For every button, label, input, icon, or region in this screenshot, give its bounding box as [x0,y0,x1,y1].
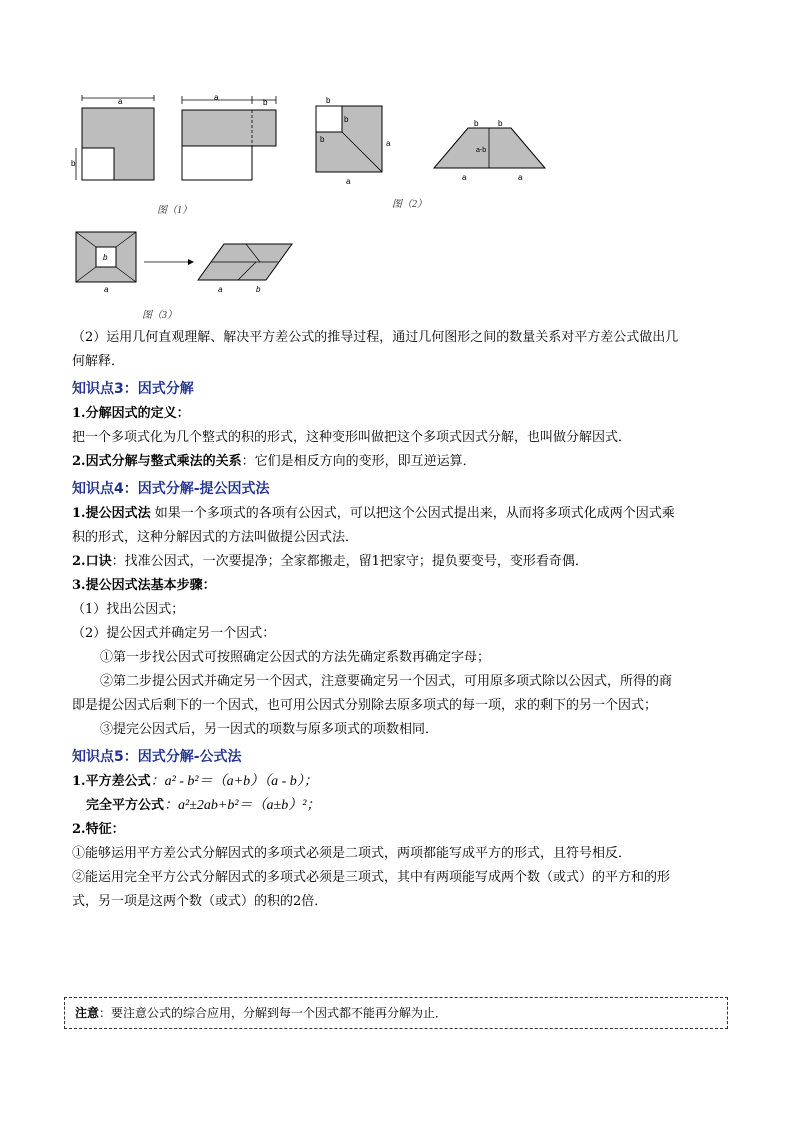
kp5-sq-formula: ：a² - b²＝（a+b）（a - b）； [150,774,318,789]
main-content [72,326,732,914]
kp4-method-text-1: 如果一个多项式的各项有公因式，可以把这个公因式提出来，从而将多项式化成两个因式乘 [150,506,675,521]
kp4-step-2: （2）提公因式并确定另一个因式： [72,626,276,641]
kp4-method-text-2: 积的形式，这种分解因式的方法叫做提公因式法． [72,530,359,545]
kp4-heading: 知识点4：因式分解-提公因式法 [72,481,270,497]
kp4-rhyme-title: 2.口诀 [72,554,112,569]
kp4-substep-2a: ②第二步提公因式并确定另一个因式，注意要确定另一个因式，可用原多项式除以公因式，所得的商 [100,674,673,689]
fig2-label-b-inner: b [344,115,349,124]
fig1-label-a: a [118,97,123,106]
fig2-label-a-bottom: a [346,177,351,186]
kp4-rhyme-text: ：找准公因式，一次要提净；全家都搬走，留1把家守；提负要变号，变形看奇偶． [111,554,588,569]
note-text: ：要注意公式的综合应用，分解到每一个因式都不能再分解为止． [99,1006,448,1020]
kp5-feature-2a: ②能运用完全平方公式分解因式的多项式必须是三项式，其中有两项能写成两个数（或式）的平方和的形 [72,870,671,885]
fig2-label-a-right: a [386,139,391,148]
kp5-pf-formula: ：a²±2ab+b²＝（a±b）²； [164,798,321,813]
kp5-heading: 知识点5：因式分解-公式法 [72,749,242,765]
kp5-sq-title: 1.平方差公式 [72,774,151,789]
kp5-feature-1: ①能够运用平方差公式分解因式的多项式必须是二项式，两项都能写成平方的形式，且符号相反． [72,846,632,861]
fig3-label-a-left: a [104,285,109,294]
kp3-def-text: 把一个多项式化为几个整式的积的形式，这种变形叫做把这个多项式因式分解，也叫做分解因式． [72,430,632,445]
kp4-substep-1: ①第一步找公因式可按照确定公因式的方法先确定系数再确定字母； [100,650,491,665]
fig3-label-b: b [256,285,261,294]
figure-1-caption: 图（1） [157,205,192,216]
figure-1-diagram [70,92,310,188]
kp4-steps-title: 3.提公因式法基本步骤： [72,578,216,593]
kp4-substep-2b: 即是提公因式后剩下的一个因式，也可用公因式分别除去原多项式的每一项，求的剩下的另一个因式； [72,698,658,713]
fig2-label-a-b2: a [518,173,523,182]
figure-2-caption: 图（2） [392,199,427,210]
fig2-label-b-top: b [326,96,331,105]
note-box [64,997,728,1029]
fig3-label-a: a [218,285,223,294]
kp3-def-title: 1.分解因式的定义： [72,406,190,421]
fig2-label-a-b1: a [462,173,467,182]
fig2-label-b-t1: b [474,119,479,128]
kp5-pf-title: 完全平方公式 [86,798,165,813]
kp3-rel-title: 2.因式分解与整式乘法的关系 [72,454,242,469]
figure-3-diagram [70,226,302,296]
kp5-feature-2b: 式，另一项是这两个数（或式）的积的2倍． [72,894,328,909]
figure-3-caption: 图（3） [142,310,177,321]
fig2-label-b-t2: b [498,119,503,128]
fig1-label-b2: b [263,98,268,107]
fig1-label-a2: a [214,93,219,102]
fig1-label-b: b [71,159,76,168]
fig2-label-amb: a-b [476,147,487,154]
intro-line-2: 何解释． [72,354,125,369]
kp4-substep-3: ③提完公因式后，另一因式的项数与原多项式的项数相同． [100,722,439,737]
kp3-heading: 知识点3：因式分解 [72,381,194,397]
fig2-label-b-left: b [320,135,325,144]
note-label: 注意 [75,1006,100,1020]
fig3-label-b-inner: b [103,253,108,262]
kp4-method-title: 1.提公因式法 [72,506,151,521]
kp5-features-title: 2.特征： [72,822,125,837]
kp4-step-1: （1）找出公因式； [72,602,185,617]
intro-line-1: （2）运用几何直观理解、解决平方差公式的推导过程，通过几何图形之间的数量关系对平方差公式做出几 [72,330,679,345]
figure-2-diagram [312,96,562,188]
kp3-rel-text: ：它们是相反方向的变形，即互逆运算． [241,454,476,469]
